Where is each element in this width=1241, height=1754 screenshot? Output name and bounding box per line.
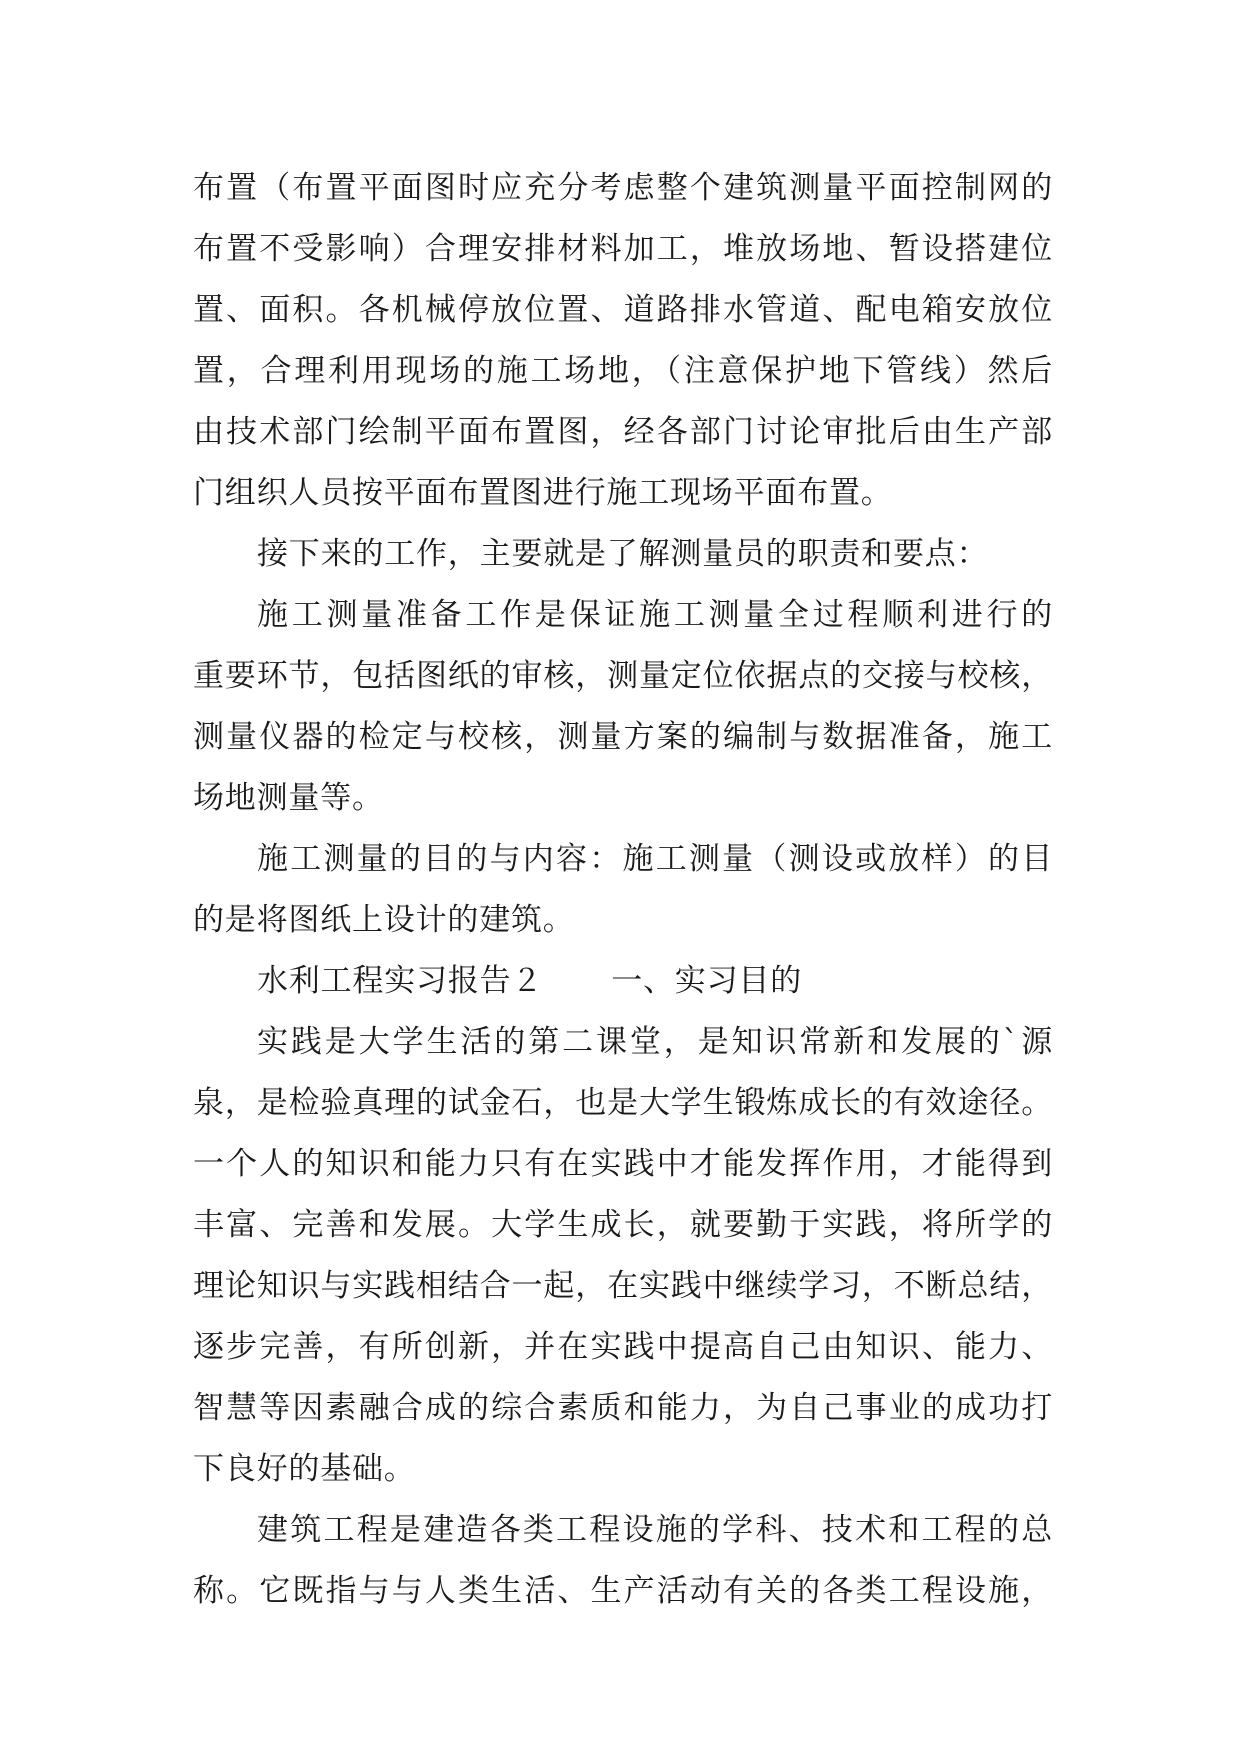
paragraph-6-line-1: 建筑工程是建造各类工程设施的学科、技术和工程的总 [257,1512,1053,1548]
paragraph-6-line-2: 称。它既指与与人类生活、生产活动有关的各类工程设施， [193,1573,1053,1609]
paragraph-1-line-2: 布置不受影响）合理安排材料加工，堆放场地、暂设搭建位 [193,231,1053,267]
paragraph-2-line-1: 接下来的工作，主要就是了解测量员的职责和要点： [257,536,989,572]
paragraph-5-line-2: 泉，是检验真理的试金石，也是大学生锻炼成长的有效途径。 [193,1085,1053,1121]
paragraph-1-line-3: 置、面积。各机械停放位置、道路排水管道、配电箱安放位 [193,292,1053,328]
paragraph-3-line-3: 测量仪器的检定与校核，测量方案的编制与数据准备，施工 [193,719,1053,755]
report-title: 水利工程实习报告２ [257,963,544,999]
paragraph-1-line-4: 置，合理利用现场的施工场地，（注意保护地下管线）然后 [193,353,1053,389]
paragraph-1-line-1: 布置（布置平面图时应充分考虑整个建筑测量平面控制网的 [193,170,1053,206]
section-subtitle: 一、实习目的 [611,963,803,999]
paragraph-5-line-6: 逐步完善，有所创新，并在实践中提高自己由知识、能力、 [193,1329,1053,1365]
paragraph-4-line-1: 施工测量的目的与内容：施工测量（测设或放样）的目 [257,841,1053,877]
paragraph-5-line-4: 丰富、完善和发展。大学生成长，就要勤于实践，将所学的 [193,1207,1053,1243]
paragraph-3-line-1: 施工测量准备工作是保证施工测量全过程顺利进行的 [257,597,1053,633]
paragraph-5-line-1: 实践是大学生活的第二课堂，是知识常新和发展的`源 [257,1024,1053,1060]
paragraph-5-line-7: 智慧等因素融合成的综合素质和能力，为自己事业的成功打 [193,1390,1053,1426]
document-body [193,158,1053,1622]
paragraph-1-line-6: 门组织人员按平面布置图进行施工现场平面布置。 [193,475,893,511]
section-heading [193,951,1053,1012]
paragraph-4-line-2: 的是将图纸上设计的建筑。 [193,902,575,938]
paragraph-5-line-5: 理论知识与实践相结合一起，在实践中继续学习，不断总结， [193,1268,1053,1304]
paragraph-3-line-4: 场地测量等。 [193,780,384,816]
paragraph-3-line-2: 重要环节，包括图纸的审核，测量定位依据点的交接与校核， [193,658,1053,694]
paragraph-5-line-3: 一个人的知识和能力只有在实践中才能发挥作用，才能得到 [193,1146,1053,1182]
paragraph-1-line-5: 由技术部门绘制平面布置图，经各部门讨论审批后由生产部 [193,414,1053,450]
paragraph-5-line-8: 下良好的基础。 [193,1451,416,1487]
